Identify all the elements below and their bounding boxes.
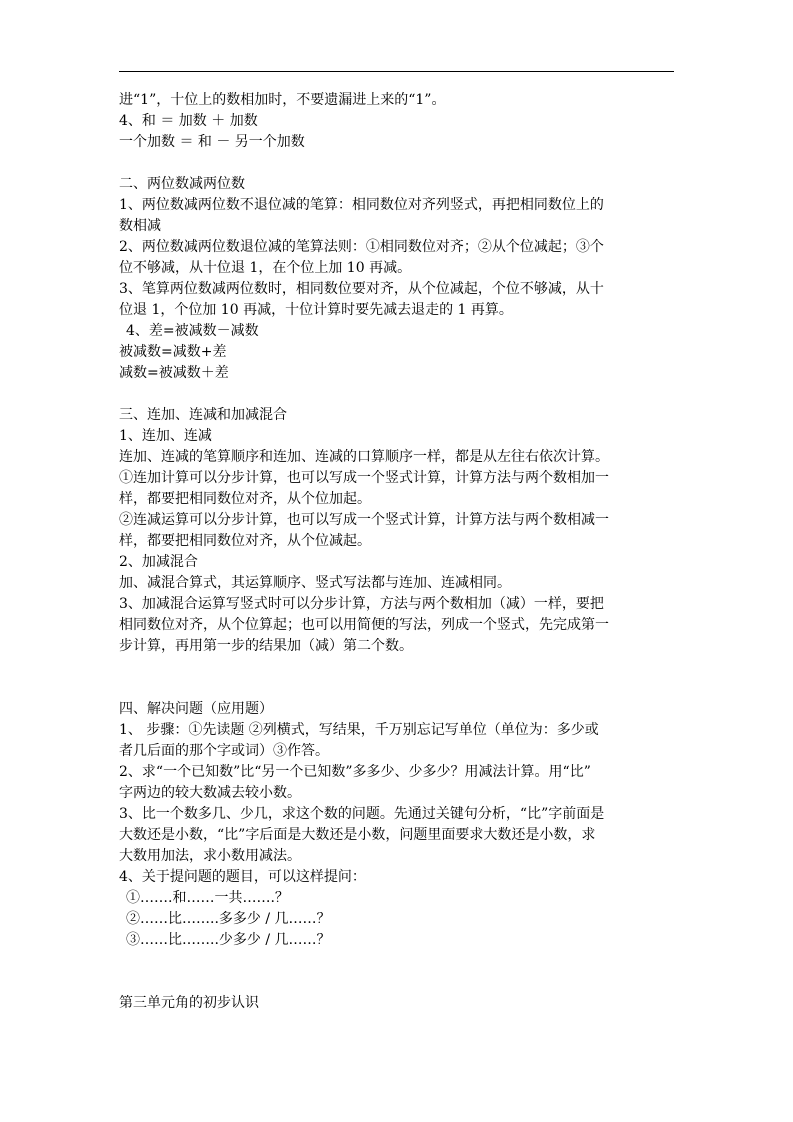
spacer: [119, 657, 679, 699]
text-line: 加、减混合算式，其运算顺序、竖式写法都与连加、连减相同。: [119, 575, 511, 591]
text-line: 字两边的较大数减去较小数。: [119, 785, 301, 801]
formula-difference: 4、差=被减数－减数: [126, 323, 259, 339]
header-rule: [119, 71, 674, 72]
text-line: 相同数位对齐，从个位算起；也可以用简便的写法，列成一个竖式，先完成第一: [119, 617, 609, 633]
text-line: ①连加计算可以分步计算，也可以写成一个竖式计算，计算方法与两个数相加一: [119, 470, 609, 486]
section-heading-3: 三、连加、连减和加减混合: [119, 407, 287, 423]
document-body: [119, 90, 679, 1014]
section-heading-2: 二、两位数减两位数: [119, 176, 245, 192]
question-template: ①…….和……一共…….？: [126, 890, 289, 906]
spacer: [119, 153, 679, 174]
formula-addend: 一个加数 ＝ 和 － 另一个加数: [119, 134, 305, 150]
text-line: 4、关于提问题的题目，可以这样提问：: [119, 869, 366, 885]
section-heading-4: 四、解决问题（应用题）: [119, 701, 273, 717]
spacer: [119, 384, 679, 405]
text-line: 进“1”，十位上的数相加时，不要遗漏进上来的“1”。: [119, 92, 446, 108]
text-line: 1、连加、连减: [119, 428, 212, 444]
text-line: 样，都要把相同数位对齐，从个位加起。: [119, 491, 371, 507]
text-line: 3、笔算两位数减两位数时，相同数位要对齐，从个位减起，个位不够减，从十: [119, 281, 604, 297]
formula-sum: 4、和 ＝ 加数 ＋ 加数: [119, 113, 258, 129]
text-line: 3、比一个数多几、少几，求这个数的问题。先通过关键句分析，“比”字前面是: [119, 806, 605, 822]
text-line: 2、两位数减两位数退位减的笔算法则：①相同数位对齐；②从个位减起；③个: [119, 239, 604, 255]
question-template: ②……比……..多多少 / 几……？: [126, 911, 331, 927]
text-line: 者几后面的那个字或词）③作答。: [119, 743, 329, 759]
text-line: 2、求“一个已知数”比“另一个已知数”多多少、少多少？用减法计算。用“比”: [119, 764, 591, 780]
text-line: 连加、连减的笔算顺序和连加、连减的口算顺序一样，都是从左往右依次计算。: [119, 449, 609, 465]
text-line: 1、两位数减两位数不退位减的笔算：相同数位对齐列竖式，再把相同数位上的: [119, 197, 604, 213]
spacer: [119, 951, 679, 993]
text-line: 数相减: [119, 218, 161, 234]
text-line: 1、 步骤：①先读题 ②列横式，写结果，千万别忘记写单位（单位为：多少或: [119, 722, 599, 738]
question-template: ③……比……..少多少 / 几……？: [126, 932, 331, 948]
text-line: 样，都要把相同数位对齐，从个位减起。: [119, 533, 371, 549]
unit-heading: 第三单元角的初步认识: [119, 995, 259, 1011]
text-line: ②连减运算可以分步计算，也可以写成一个竖式计算，计算方法与两个数相减一: [119, 512, 609, 528]
formula-subtrahend: 减数=被减数＋差: [119, 365, 229, 381]
text-line: 步计算，再用第一步的结果加（减）第二个数。: [119, 638, 413, 654]
text-line: 位退 1，个位加 10 再减，十位计算时要先减去退走的 1 再算。: [119, 302, 513, 318]
text-line: 3、加减混合运算写竖式时可以分步计算，方法与两个数相加（减）一样，要把: [119, 596, 604, 612]
text-line: 大数还是小数，“比”字后面是大数还是小数，问题里面要求大数还是小数，求: [119, 827, 596, 843]
text-line: 位不够减，从十位退 1，在个位上加 10 再减。: [119, 260, 412, 276]
formula-minuend: 被减数=减数+差: [119, 344, 227, 360]
text-line: 大数用加法，求小数用减法。: [119, 848, 301, 864]
text-line: 2、加减混合: [119, 554, 198, 570]
